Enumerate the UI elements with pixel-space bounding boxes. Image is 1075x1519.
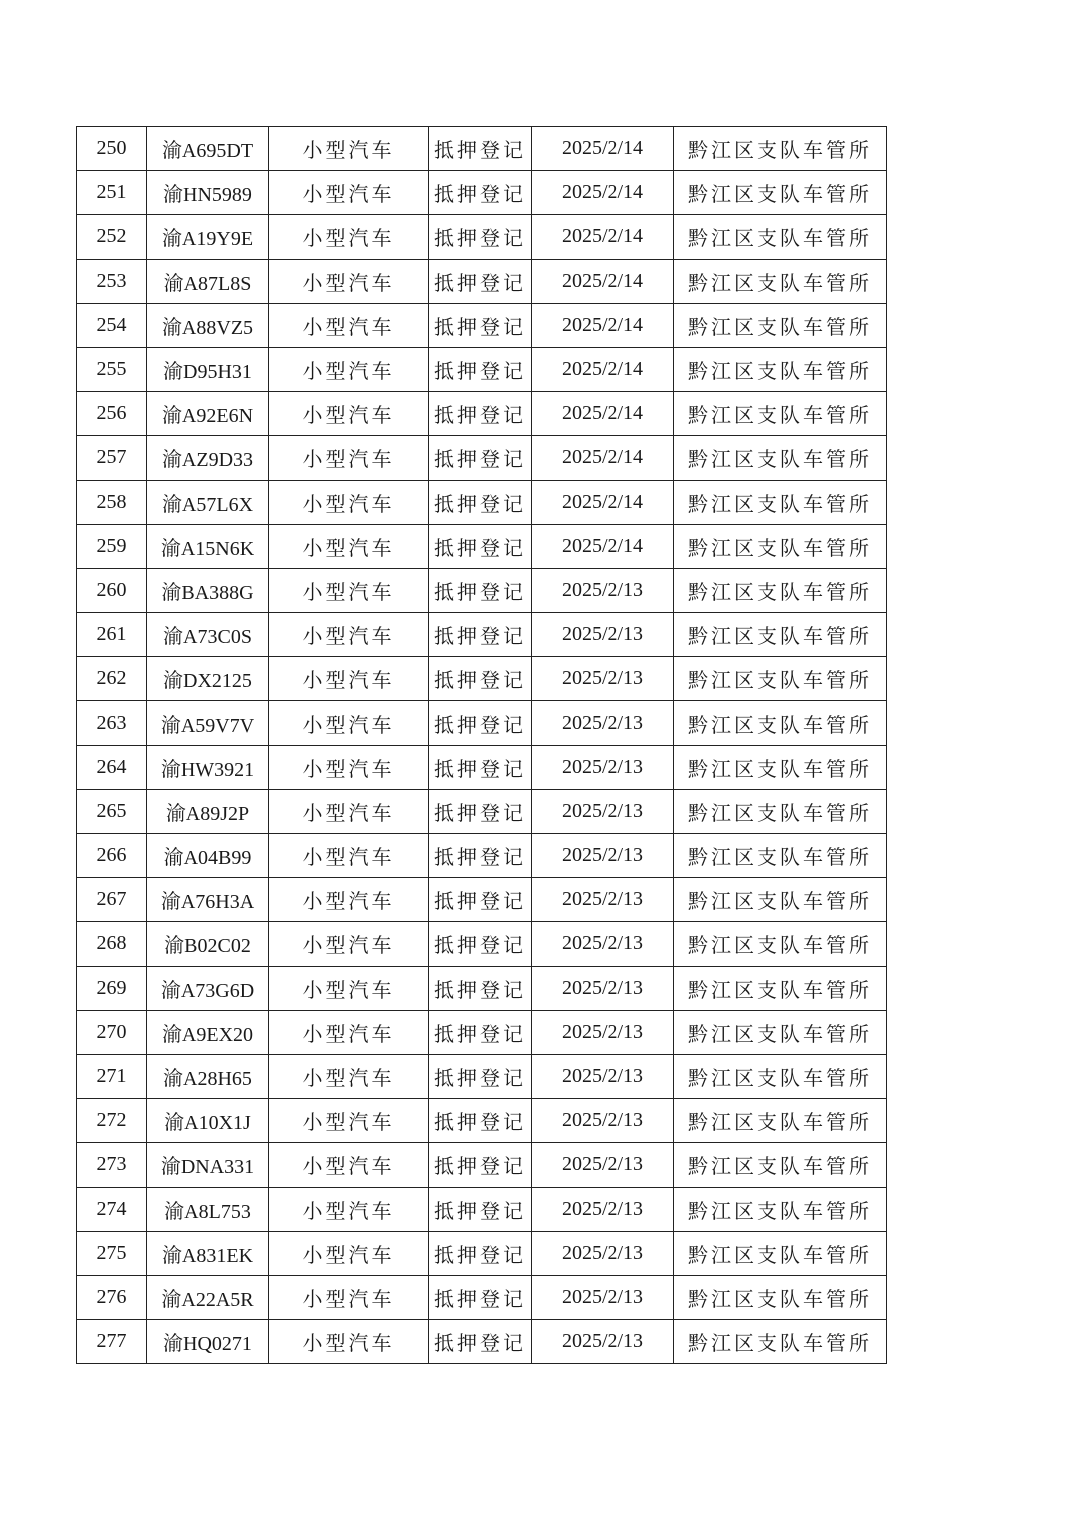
plate-cell: 渝A92E6N: [147, 392, 269, 436]
date-cell: 2025/2/14: [532, 524, 674, 568]
business-type-cell: 抵押登记: [429, 834, 532, 878]
business-type-cell: 抵押登记: [429, 878, 532, 922]
seq-cell: 255: [77, 347, 147, 391]
office-cell: 黔江区支队车管所: [674, 789, 887, 833]
office-cell: 黔江区支队车管所: [674, 215, 887, 259]
table-row: [77, 1187, 887, 1231]
office-cell: 黔江区支队车管所: [674, 392, 887, 436]
business-type-cell: 抵押登记: [429, 1143, 532, 1187]
vehicle-type-cell: 小型汽车: [269, 568, 429, 612]
vehicle-type-cell: 小型汽车: [269, 127, 429, 171]
plate-cell: 渝A28H65: [147, 1054, 269, 1098]
table-row: [77, 922, 887, 966]
seq-cell: 258: [77, 480, 147, 524]
seq-cell: 270: [77, 1010, 147, 1054]
vehicle-type-cell: 小型汽车: [269, 1320, 429, 1364]
business-type-cell: 抵押登记: [429, 436, 532, 480]
plate-cell: 渝A88VZ5: [147, 303, 269, 347]
date-cell: 2025/2/13: [532, 1231, 674, 1275]
seq-cell: 261: [77, 613, 147, 657]
business-type-cell: 抵押登记: [429, 524, 532, 568]
plate-cell: 渝B02C02: [147, 922, 269, 966]
vehicle-type-cell: 小型汽车: [269, 1143, 429, 1187]
seq-cell: 256: [77, 392, 147, 436]
plate-cell: 渝DX2125: [147, 657, 269, 701]
table-row: [77, 657, 887, 701]
date-cell: 2025/2/14: [532, 171, 674, 215]
seq-cell: 263: [77, 701, 147, 745]
date-cell: 2025/2/14: [532, 303, 674, 347]
table-row: [77, 878, 887, 922]
seq-cell: 259: [77, 524, 147, 568]
table-row: [77, 436, 887, 480]
plate-cell: 渝A10X1J: [147, 1099, 269, 1143]
date-cell: 2025/2/13: [532, 878, 674, 922]
date-cell: 2025/2/13: [532, 701, 674, 745]
seq-cell: 262: [77, 657, 147, 701]
table-row: [77, 524, 887, 568]
seq-cell: 272: [77, 1099, 147, 1143]
table-row: [77, 1320, 887, 1364]
office-cell: 黔江区支队车管所: [674, 701, 887, 745]
plate-cell: 渝A22A5R: [147, 1275, 269, 1319]
date-cell: 2025/2/13: [532, 613, 674, 657]
table-row: [77, 1054, 887, 1098]
office-cell: 黔江区支队车管所: [674, 1231, 887, 1275]
vehicle-type-cell: 小型汽车: [269, 171, 429, 215]
plate-cell: 渝A76H3A: [147, 878, 269, 922]
table-row: [77, 1010, 887, 1054]
business-type-cell: 抵押登记: [429, 1099, 532, 1143]
vehicle-type-cell: 小型汽车: [269, 1054, 429, 1098]
business-type-cell: 抵押登记: [429, 171, 532, 215]
office-cell: 黔江区支队车管所: [674, 480, 887, 524]
plate-cell: 渝A04B99: [147, 834, 269, 878]
business-type-cell: 抵押登记: [429, 1054, 532, 1098]
office-cell: 黔江区支队车管所: [674, 1143, 887, 1187]
date-cell: 2025/2/13: [532, 1054, 674, 1098]
vehicle-type-cell: 小型汽车: [269, 1010, 429, 1054]
office-cell: 黔江区支队车管所: [674, 303, 887, 347]
records-table: [76, 126, 887, 1364]
date-cell: 2025/2/14: [532, 436, 674, 480]
vehicle-type-cell: 小型汽车: [269, 392, 429, 436]
table-row: [77, 392, 887, 436]
date-cell: 2025/2/13: [532, 745, 674, 789]
business-type-cell: 抵押登记: [429, 215, 532, 259]
date-cell: 2025/2/13: [532, 1099, 674, 1143]
office-cell: 黔江区支队车管所: [674, 1187, 887, 1231]
table-row: [77, 1143, 887, 1187]
table-row: [77, 745, 887, 789]
seq-cell: 269: [77, 966, 147, 1010]
vehicle-type-cell: 小型汽车: [269, 1275, 429, 1319]
plate-cell: 渝A87L8S: [147, 259, 269, 303]
vehicle-type-cell: 小型汽车: [269, 347, 429, 391]
office-cell: 黔江区支队车管所: [674, 834, 887, 878]
seq-cell: 268: [77, 922, 147, 966]
vehicle-type-cell: 小型汽车: [269, 1231, 429, 1275]
vehicle-type-cell: 小型汽车: [269, 878, 429, 922]
seq-cell: 274: [77, 1187, 147, 1231]
plate-cell: 渝A9EX20: [147, 1010, 269, 1054]
seq-cell: 267: [77, 878, 147, 922]
vehicle-type-cell: 小型汽车: [269, 480, 429, 524]
vehicle-type-cell: 小型汽车: [269, 303, 429, 347]
date-cell: 2025/2/14: [532, 127, 674, 171]
business-type-cell: 抵押登记: [429, 789, 532, 833]
vehicle-type-cell: 小型汽车: [269, 436, 429, 480]
date-cell: 2025/2/13: [532, 1275, 674, 1319]
seq-cell: 254: [77, 303, 147, 347]
seq-cell: 266: [77, 834, 147, 878]
table-row: [77, 215, 887, 259]
table-row: [77, 834, 887, 878]
office-cell: 黔江区支队车管所: [674, 1010, 887, 1054]
table-row: [77, 171, 887, 215]
business-type-cell: 抵押登记: [429, 1275, 532, 1319]
vehicle-type-cell: 小型汽车: [269, 657, 429, 701]
vehicle-type-cell: 小型汽车: [269, 613, 429, 657]
vehicle-type-cell: 小型汽车: [269, 524, 429, 568]
seq-cell: 277: [77, 1320, 147, 1364]
plate-cell: 渝A8L753: [147, 1187, 269, 1231]
table-row: [77, 1275, 887, 1319]
plate-cell: 渝A15N6K: [147, 524, 269, 568]
seq-cell: 264: [77, 745, 147, 789]
table-row: [77, 568, 887, 612]
date-cell: 2025/2/13: [532, 1143, 674, 1187]
date-cell: 2025/2/13: [532, 966, 674, 1010]
seq-cell: 275: [77, 1231, 147, 1275]
table-row: [77, 259, 887, 303]
plate-cell: 渝AZ9D33: [147, 436, 269, 480]
business-type-cell: 抵押登记: [429, 1231, 532, 1275]
office-cell: 黔江区支队车管所: [674, 568, 887, 612]
date-cell: 2025/2/14: [532, 392, 674, 436]
office-cell: 黔江区支队车管所: [674, 524, 887, 568]
business-type-cell: 抵押登记: [429, 613, 532, 657]
office-cell: 黔江区支队车管所: [674, 347, 887, 391]
office-cell: 黔江区支队车管所: [674, 1275, 887, 1319]
date-cell: 2025/2/13: [532, 1320, 674, 1364]
seq-cell: 273: [77, 1143, 147, 1187]
office-cell: 黔江区支队车管所: [674, 171, 887, 215]
vehicle-type-cell: 小型汽车: [269, 1187, 429, 1231]
business-type-cell: 抵押登记: [429, 568, 532, 612]
table-row: [77, 127, 887, 171]
seq-cell: 271: [77, 1054, 147, 1098]
vehicle-type-cell: 小型汽车: [269, 215, 429, 259]
date-cell: 2025/2/13: [532, 789, 674, 833]
date-cell: 2025/2/13: [532, 657, 674, 701]
date-cell: 2025/2/13: [532, 1187, 674, 1231]
office-cell: 黔江区支队车管所: [674, 1054, 887, 1098]
plate-cell: 渝A57L6X: [147, 480, 269, 524]
office-cell: 黔江区支队车管所: [674, 1099, 887, 1143]
plate-cell: 渝A59V7V: [147, 701, 269, 745]
seq-cell: 265: [77, 789, 147, 833]
office-cell: 黔江区支队车管所: [674, 657, 887, 701]
date-cell: 2025/2/13: [532, 568, 674, 612]
date-cell: 2025/2/13: [532, 922, 674, 966]
office-cell: 黔江区支队车管所: [674, 745, 887, 789]
business-type-cell: 抵押登记: [429, 1320, 532, 1364]
office-cell: 黔江区支队车管所: [674, 878, 887, 922]
date-cell: 2025/2/13: [532, 834, 674, 878]
date-cell: 2025/2/14: [532, 215, 674, 259]
office-cell: 黔江区支队车管所: [674, 127, 887, 171]
seq-cell: 252: [77, 215, 147, 259]
table-row: [77, 303, 887, 347]
business-type-cell: 抵押登记: [429, 922, 532, 966]
records-body: [77, 127, 887, 1364]
business-type-cell: 抵押登记: [429, 966, 532, 1010]
date-cell: 2025/2/14: [532, 480, 674, 524]
office-cell: 黔江区支队车管所: [674, 966, 887, 1010]
office-cell: 黔江区支队车管所: [674, 259, 887, 303]
table-row: [77, 789, 887, 833]
seq-cell: 250: [77, 127, 147, 171]
vehicle-type-cell: 小型汽车: [269, 259, 429, 303]
business-type-cell: 抵押登记: [429, 303, 532, 347]
business-type-cell: 抵押登记: [429, 1010, 532, 1054]
office-cell: 黔江区支队车管所: [674, 436, 887, 480]
vehicle-type-cell: 小型汽车: [269, 834, 429, 878]
business-type-cell: 抵押登记: [429, 347, 532, 391]
business-type-cell: 抵押登记: [429, 657, 532, 701]
plate-cell: 渝HW3921: [147, 745, 269, 789]
office-cell: 黔江区支队车管所: [674, 922, 887, 966]
vehicle-type-cell: 小型汽车: [269, 789, 429, 833]
plate-cell: 渝A89J2P: [147, 789, 269, 833]
seq-cell: 253: [77, 259, 147, 303]
office-cell: 黔江区支队车管所: [674, 613, 887, 657]
date-cell: 2025/2/13: [532, 1010, 674, 1054]
date-cell: 2025/2/14: [532, 259, 674, 303]
table-row: [77, 347, 887, 391]
business-type-cell: 抵押登记: [429, 745, 532, 789]
table-row: [77, 480, 887, 524]
plate-cell: 渝A73C0S: [147, 613, 269, 657]
seq-cell: 276: [77, 1275, 147, 1319]
plate-cell: 渝BA388G: [147, 568, 269, 612]
vehicle-type-cell: 小型汽车: [269, 966, 429, 1010]
vehicle-type-cell: 小型汽车: [269, 701, 429, 745]
table-row: [77, 1099, 887, 1143]
plate-cell: 渝DNA331: [147, 1143, 269, 1187]
plate-cell: 渝A831EK: [147, 1231, 269, 1275]
plate-cell: 渝A73G6D: [147, 966, 269, 1010]
business-type-cell: 抵押登记: [429, 480, 532, 524]
business-type-cell: 抵押登记: [429, 127, 532, 171]
seq-cell: 260: [77, 568, 147, 612]
plate-cell: 渝A19Y9E: [147, 215, 269, 259]
business-type-cell: 抵押登记: [429, 701, 532, 745]
business-type-cell: 抵押登记: [429, 1187, 532, 1231]
vehicle-type-cell: 小型汽车: [269, 922, 429, 966]
seq-cell: 251: [77, 171, 147, 215]
date-cell: 2025/2/14: [532, 347, 674, 391]
table-row: [77, 1231, 887, 1275]
vehicle-type-cell: 小型汽车: [269, 1099, 429, 1143]
seq-cell: 257: [77, 436, 147, 480]
office-cell: 黔江区支队车管所: [674, 1320, 887, 1364]
business-type-cell: 抵押登记: [429, 259, 532, 303]
vehicle-type-cell: 小型汽车: [269, 745, 429, 789]
table-row: [77, 701, 887, 745]
plate-cell: 渝A695DT: [147, 127, 269, 171]
plate-cell: 渝D95H31: [147, 347, 269, 391]
table-row: [77, 613, 887, 657]
plate-cell: 渝HN5989: [147, 171, 269, 215]
business-type-cell: 抵押登记: [429, 392, 532, 436]
table-row: [77, 966, 887, 1010]
plate-cell: 渝HQ0271: [147, 1320, 269, 1364]
